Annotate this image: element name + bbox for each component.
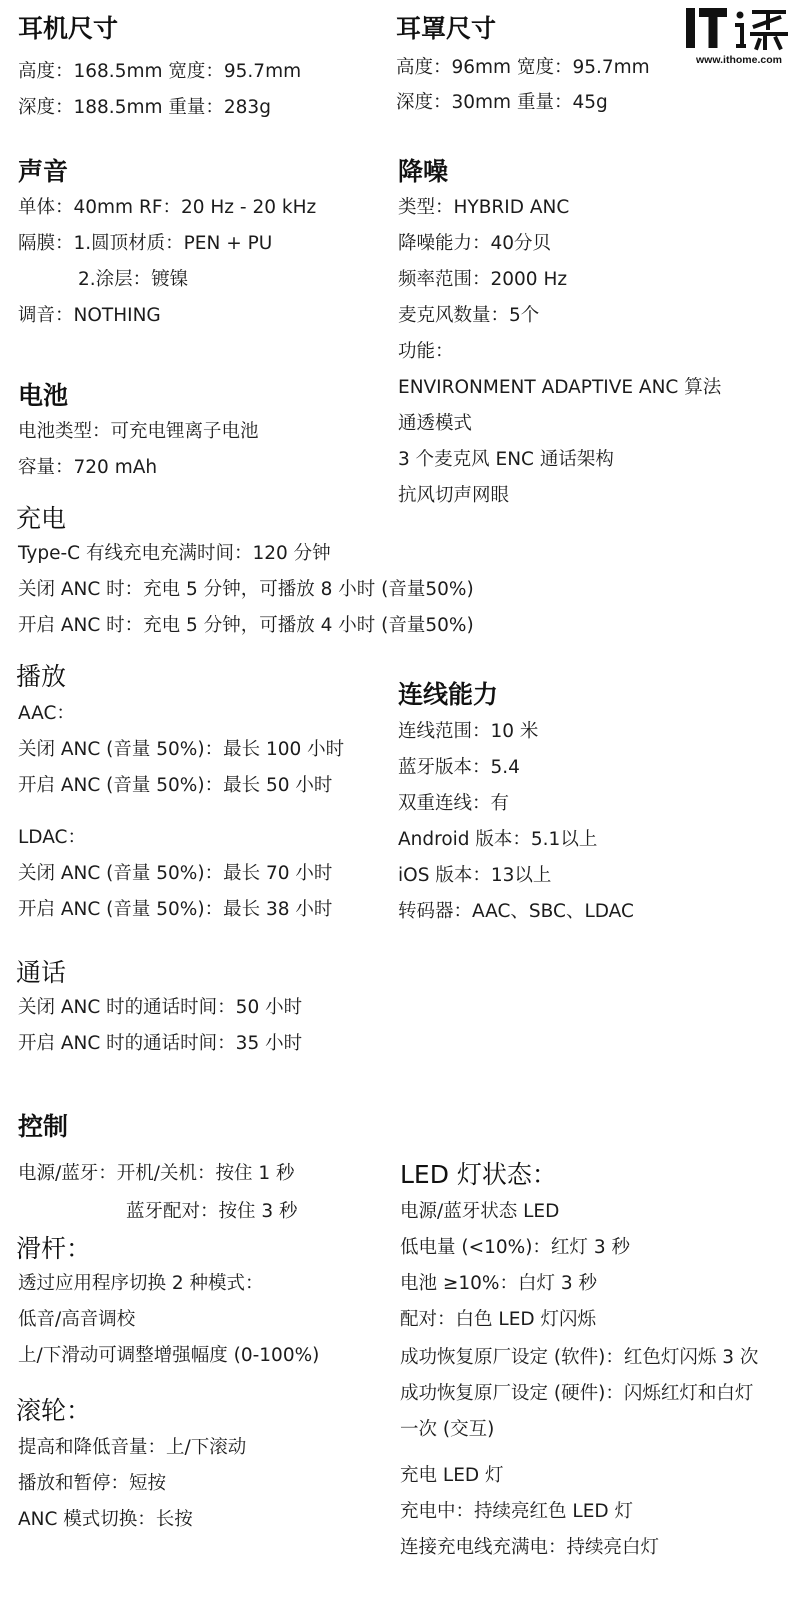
- spec-line: Android 版本：5.1以上: [398, 829, 598, 850]
- spec-line: iOS 版本：13以上: [398, 865, 552, 886]
- section-heading-earphone-size: 耳机尺寸: [18, 14, 119, 43]
- spec-line: 成功恢复原厂设定 (硬件)：闪烁红灯和白灯: [400, 1383, 754, 1404]
- spec-line: 蓝牙版本：5.4: [398, 757, 520, 778]
- section-heading-noise-cancelling: 降噪: [398, 157, 449, 186]
- section-heading-earcup-size: 耳罩尺寸: [396, 14, 497, 43]
- spec-line: ANC 模式切换：长按: [18, 1509, 193, 1530]
- section-heading-calls: 通话: [16, 958, 67, 987]
- spec-line: 低音/高音调校: [18, 1309, 136, 1330]
- spec-line: 连线范围：10 米: [398, 721, 539, 742]
- section-heading-sound: 声音: [18, 157, 69, 186]
- spec-line: 电池类型：可充电锂离子电池: [18, 421, 259, 442]
- ithome-logo-icon: [686, 8, 792, 52]
- spec-line: 关闭 ANC 时的通话时间：50 小时: [18, 997, 303, 1018]
- spec-line: 蓝牙配对：按住 3 秒: [126, 1201, 298, 1222]
- spec-line: 透过应用程序切换 2 种模式：: [18, 1273, 264, 1294]
- spec-line: 配对：白色 LED 灯闪烁: [400, 1309, 597, 1330]
- spec-line: 电源/蓝牙状态 LED: [400, 1201, 560, 1222]
- section-heading-led-status: LED 灯状态：: [400, 1160, 557, 1189]
- spec-line: 上/下滑动可调整增强幅度 (0-100%): [18, 1345, 320, 1366]
- spec-line: 3 个麦克风 ENC 通话架构: [398, 449, 614, 470]
- spec-line: 隔膜：1.圆顶材质：PEN + PU: [18, 233, 273, 254]
- spec-line: 关闭 ANC 时：充电 5 分钟，可播放 8 小时 (音量50%): [18, 579, 474, 600]
- spec-line: 一次 (交互): [400, 1419, 495, 1440]
- spec-line: 类型：HYBRID ANC: [398, 197, 570, 218]
- spec-line: 成功恢复原厂设定 (软件)：红色灯闪烁 3 次: [400, 1347, 759, 1368]
- spec-line: 关闭 ANC (音量 50%)：最长 70 小时: [18, 863, 333, 884]
- spec-line: 麦克风数量：5个: [398, 305, 540, 326]
- spec-line: LDAC：: [18, 827, 86, 848]
- spec-line: 深度：188.5mm 重量：283g: [18, 97, 271, 118]
- spec-line: 转码器：AAC、SBC、LDAC: [398, 901, 634, 922]
- spec-line: 功能：: [398, 341, 454, 362]
- spec-line: 开启 ANC (音量 50%)：最长 38 小时: [18, 899, 333, 920]
- spec-line: 频率范围：2000 Hz: [398, 269, 568, 290]
- spec-line: Type-C 有线充电充满时间：120 分钟: [18, 543, 331, 564]
- spec-line: 高度：96mm 宽度：95.7mm: [396, 57, 650, 78]
- spec-line: 开启 ANC 时：充电 5 分钟，可播放 4 小时 (音量50%): [18, 615, 474, 636]
- spec-line: 调音：NOTHING: [18, 305, 161, 326]
- spec-line: 容量：720 mAh: [18, 457, 158, 478]
- spec-line: 播放和暂停：短按: [18, 1473, 167, 1494]
- spec-line: 电池 ≥10%：白灯 3 秒: [400, 1273, 598, 1294]
- spec-line: 开启 ANC 时的通话时间：35 小时: [18, 1033, 303, 1054]
- spec-line: 低电量 (<10%)：红灯 3 秒: [400, 1237, 630, 1258]
- section-heading-connectivity: 连线能力: [398, 680, 499, 709]
- spec-line: 降噪能力：40分贝: [398, 233, 552, 254]
- section-heading-controls: 控制: [18, 1112, 69, 1141]
- spec-line: 连接充电线充满电：持续亮白灯: [400, 1537, 660, 1558]
- spec-line: 双重连线：有: [398, 793, 510, 814]
- spec-line: 通透模式: [398, 413, 473, 434]
- section-heading-charging: 充电: [16, 504, 67, 533]
- section-heading-playback: 播放: [16, 662, 67, 691]
- spec-line: 关闭 ANC (音量 50%)：最长 100 小时: [18, 739, 345, 760]
- spec-line: 2.涂层：镀镍: [78, 269, 189, 290]
- spec-line: 开启 ANC (音量 50%)：最长 50 小时: [18, 775, 333, 796]
- ithome-logo-url: www.ithome.com: [696, 54, 782, 66]
- section-heading-battery: 电池: [18, 381, 69, 410]
- ithome-logo: [686, 8, 792, 70]
- spec-line: 充电中：持续亮红色 LED 灯: [400, 1501, 634, 1522]
- spec-line: AAC：: [18, 703, 75, 724]
- spec-line: 单体：40mm RF：20 Hz - 20 kHz: [18, 197, 317, 218]
- section-heading-wheel: 滚轮：: [16, 1396, 92, 1425]
- spec-line: 深度：30mm 重量：45g: [396, 92, 608, 113]
- spec-line: 高度：168.5mm 宽度：95.7mm: [18, 61, 302, 82]
- section-heading-slider: 滑杆：: [16, 1234, 92, 1263]
- spec-line: ENVIRONMENT ADAPTIVE ANC 算法: [398, 377, 722, 398]
- spec-line: 电源/蓝牙：开机/关机：按住 1 秒: [18, 1163, 295, 1184]
- spec-line: 充电 LED 灯: [400, 1465, 504, 1486]
- spec-line: 提高和降低音量：上/下滚动: [18, 1437, 247, 1458]
- spec-line: 抗风切声网眼: [398, 485, 510, 506]
